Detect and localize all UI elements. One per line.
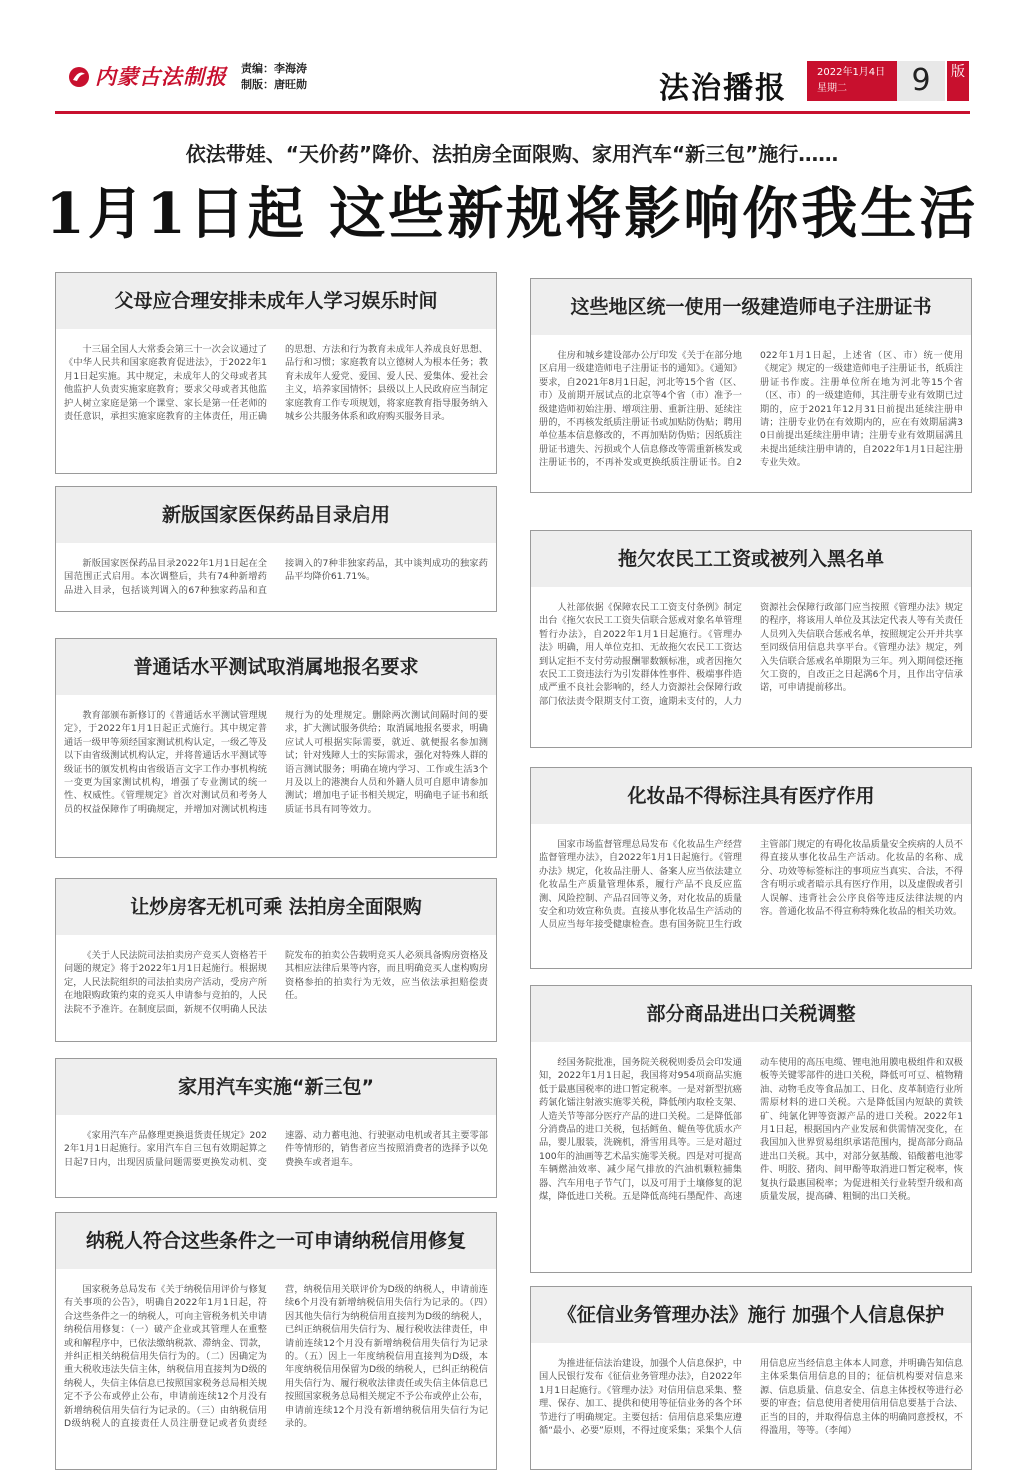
article-body: 教育部颁布新修订的《普通话水平测试管理规定》，于2022年1月1日起正式施行。其中规定普通话一级甲等须经国家测试机构认定，一级乙等及以下由省级测试机构认定，并将普通话水平测试等级证书的颁发机构由省级语言文字工作办事机构统一变更为国家测试机构，增强了专业测试的统一性、权威性。《管理规定》首次对测试员和考务人员的权益保障作了明确规定，并增加对测试机构违规行为的处理规定。删除两次测试间隔时间的要求，扩大测试服务供给；取消属地报名要求，明确应试人可根据实际需要，就近、就便报名参加测试；针对残障人士的实际需求，强化对特殊人群的语言测试服务；明确在境内学习、工作或生活3个月及以上的港澳台人员和外籍人员可自愿申请参加测试；增加电子证书相关规定，明确电子证书和纸质证书具有同等效力。 [64, 710, 488, 815]
article-body: 经国务院批准，国务院关税税则委员会印发通知，2022年1月1日起，我国将对954项商品实施低于最惠国税率的进口暂定税率。一是对新型抗癌药氯化镭注射液实施零关税，降低颅内取栓支架、人造关节等部分医疗产品的进口关税。二是降低部分消费品的进口关税，包括鳕鱼、鳀鱼等优质水产品，婴儿服装，洗碗机，滑雪用具等。三是对超过100年的油画等艺术品实施零关税。四是对可提高车辆燃油效率、减少尾气排放的汽油机颗粒捕集器、汽车用电子节气门，以及可用于土壤修复的泥煤，降低进口关税。五是降低高纯石墨配件、高速动车使用的高压电缆、锂电池用膜电极组件和双极板等关键零部件的进口关税，降低可可豆、植物精油、动物毛皮等食品加工、日化、皮革制造行业所需原材料的进口关税。六是降低国内短缺的黄铁矿、纯氯化钾等资源产品的进口关税。2022年1月1日起，根据国内产业发展和供需情况变化，在我国加入世界贸易组织承诺范围内，提高部分商品进出口关税。其中，对部分氨基酸、铅酸蓄电池零件、明胶、猪肉、间甲酚等取消进口暂定税率，恢复执行最惠国税率；为促进相关行业转型升级和高质量发展，提高磷、粗铜的出口关税。 [539, 1057, 963, 1203]
article-migrant-wages [530, 530, 972, 748]
header-rule [55, 111, 970, 114]
article-title: 普通话水平测试取消属地报名要求 [56, 639, 496, 695]
article-title: 部分商品进出口关税调整 [531, 986, 971, 1042]
newspaper-logo-icon [67, 65, 91, 89]
article-judicial-auction-housing [55, 878, 497, 1042]
article-title: 新版国家医保药品目录启用 [56, 487, 496, 543]
article-mandarin-test [55, 638, 497, 858]
article-family-education [55, 272, 497, 474]
article-title: 父母应合理安排未成年人学习娱乐时间 [56, 273, 496, 329]
headline-subtitle: 依法带娃、“天价药”降价、法拍房全面限购、家用汽车“新三包”施行…… [185, 142, 839, 166]
producer-credit: 制版：唐旺勋 [241, 78, 307, 91]
article-title: 纳税人符合这些条件之一可申请纳税信用修复 [56, 1213, 496, 1269]
article-body: 十三届全国人大常委会第三十一次会议通过了《中华人民共和国家庭教育促进法》，于2022年1月1日起实施。其中规定，未成年人的父母或者其他监护人负责实施家庭教育；要求父母或者其他监护人树立家庭是第一个课堂、家长是第一任老师的责任意识，承担实施家庭教育的主体责任，用正确的思想、方法和行为教育未成年人养成良好思想、品行和习惯；家庭教育以立德树人为根本任务；教育未成年人爱党、爱国、爱人民、爱集体、爱社会主义，培养家国情怀；县级以上人民政府应当制定家庭教育工作专项规划，将家庭教育指导服务纳入城乡公共服务体系和政府购买服务目录。 [64, 344, 488, 423]
article-constructor-certificate [530, 278, 972, 493]
article-title: 《征信业务管理办法》施行 加强个人信息保护 [531, 1287, 971, 1343]
article-title: 这些地区统一使用一级建造师电子注册证书 [531, 279, 971, 335]
article-credit-reporting [530, 1286, 972, 1470]
article-title: 让炒房客无机可乘 法拍房全面限购 [56, 879, 496, 935]
article-title: 家用汽车实施“新三包” [56, 1059, 496, 1115]
article-cosmetics [530, 767, 972, 969]
article-title: 拖欠农民工工资或被列入黑名单 [531, 531, 971, 587]
page-number: 9 [897, 61, 945, 101]
article-body: 国家市场监督管理总局发布《化妆品生产经营监督管理办法》，自2022年1月1日起施行。《管理办法》规定，化妆品注册人、备案人应当依法建立化妆品生产质量管理体系，履行产品不良反应监测、风险控制、产品召回等义务，对化妆品的质量安全和功效宣称负责。直接从事化妆品生产活动的人员应当每年接受健康检查。患有国务院卫生行政主管部门规定的有碍化妆品质量安全疾病的人员不得直接从事化妆品生产活动。化妆品的名称、成分、功效等标签标注的事项应当真实、合法，不得含有明示或者暗示具有医疗作用，以及虚假或者引人误解、违背社会公序良俗等违反法律法规的内容。普通化妆品不得宣称特殊化妆品的相关功效。 [539, 839, 963, 931]
article-body: 人社部依据《保障农民工工资支付条例》制定出台《拖欠农民工工资失信联合惩戒对象名单管理暂行办法》，自2022年1月1日起施行。《管理办法》明确，用人单位克扣、无故拖欠农民工工资达到认定拒不支付劳动报酬罪数额标准，或者因拖欠农民工工资违法行为引发群体性事件、极端事件造成严重不良社会影响的，经人力资源社会保障行政部门依法责令限期支付工资，逾期未支付的，人力资源社会保障行政部门应当按照《管理办法》规定的程序，将该用人单位及其法定代表人等有关责任人员列入失信联合惩戒名单，按照规定公开并共享至同级信用信息共享平台。《管理办法》规定，列入失信联合惩戒名单期限为三年。列入期间偿还拖欠工资的，自改正之日起满6个月，且作出守信承诺，可申请提前移出。 [539, 602, 963, 707]
newspaper-logo: 内蒙古法制报 [95, 64, 227, 89]
article-body: 住房和城乡建设部办公厅印发《关于在部分地区启用一级建造师电子注册证书的通知》。《通知》要求，自2021年8月1日起，河北等15个省（区、市）及前期开展试点的北京等4个省（市）准予一级建造师初始注册、增项注册、重新注册、延续注册的，不再核发纸质注册证书或加贴防伪贴；聘用单位基本信息修改的，不再加贴防伪贴；因纸质注册证书遗失、污损或个人信息修改等需重新核发或注册证书的，不再补发或更换纸质注册证书。自2022年1月1日起，上述省（区、市）统一使用《规定》规定的一级建造师电子注册证书，纸质注册证书作废。注册单位所在地为河北等15个省（区、市）的一级建造师，其注册专业有效期已过期的，应于2021年12月31日前提出延续注册申请；注册专业仍在有效期内的，应在有效期届满30日前提出延续注册申请；注册专业有效期届满且未提出延续注册申请的，自2022年1月1日起注册专业失效。 [539, 350, 963, 469]
article-body: 《关于人民法院司法拍卖房产竞买人资格若干问题的规定》将于2022年1月1日起施行。根据规定，人民法院组织的司法拍卖房产活动，受房产所在地限购政策约束的竞买人申请参与竞拍的，人民法院不予准许。在制度层面，新规不仅明确人民法院发布的拍卖公告载明竞买人必须具备购房资格及其相应法律后果等内容，而且明确竞买人虚构购房资格参拍的拍卖行为无效，应当依法承担赔偿责任。 [64, 950, 488, 1015]
issue-date-box [807, 61, 897, 101]
article-medical-insurance-drugs [55, 486, 497, 612]
article-body: 新版国家医保药品目录2022年1月1日起在全国范围正式启用。本次调整后，共有74种新增药品进入目录，包括谈判调入的67种独家药品和直接调入的7种非独家药品，其中谈判成功的独家药品平均降价61.71%。 [64, 558, 488, 596]
page-label: 版 [947, 61, 969, 101]
section-name: 法治播报 [659, 71, 787, 106]
credits [241, 61, 307, 93]
article-tariff-adjustment [530, 985, 972, 1273]
article-body: 国家税务总局发布《关于纳税信用评价与修复有关事项的公告》，明确自2022年1月1日起，符合这些条件之一的纳税人，可向主管税务机关申请纳税信用修复：（一）破产企业或其管理人在重整或和解程序中，已依法缴纳税款、滞纳金、罚款，并纠正相关纳税信用失信行为的。（二）因确定为重大税收违法失信主体，纳税信用直接判为D级的纳税人，失信主体信息已按照国家税务总局相关规定不予公布或停止公布，申请前连续12个月没有新增纳税信用失信行为记录的。（三）由纳税信用D级纳税人的直接责任人员注册登记或者负责经营，纳税信用关联评价为D级的纳税人，申请前连续6个月没有新增纳税信用失信行为记录的。（四）因其他失信行为纳税信用直接判为D级的纳税人，已纠正纳税信用失信行为、履行税收法律责任，申请前连续12个月没有新增纳税信用失信行为记录的。（五）因上一年度纳税信用直接判为D级，本年度纳税信用保留为D级的纳税人，已纠正纳税信用失信行为、履行税收法律责任或失信主体信息已按照国家税务总局相关规定不予公布或停止公布，申请前连续12个月没有新增纳税信用失信行为记录的。 [64, 1284, 488, 1430]
editor-credit: 责编：李海涛 [241, 62, 307, 75]
article-car-warranty [55, 1058, 497, 1198]
headline-title: 1月1日起 这些新规将影响你我生活 [45, 181, 979, 247]
article-tax-credit-repair [55, 1212, 497, 1470]
article-body: 《家用汽车产品修理更换退货责任规定》2022年1月1日起施行。家用汽车自三包有效期起算之日起7日内，出现因质量问题需要更换发动机、变速器、动力蓄电池、行驶驱动电机或者其主要零部件等情形的，销售者应当按照消费者的选择予以免费换车或者退车。 [64, 1130, 488, 1168]
issue-date: 2022年1月4日 [817, 67, 886, 78]
article-body: 为推进征信法治建设，加强个人信息保护，中国人民银行发布《征信业务管理办法》，自2022年1月1日起施行。《管理办法》对信用信息采集、整理、保存、加工、提供和使用等征信业务的各个环节进行了明确规定。主要包括：信用信息采集应遵循“最小、必要”原则，不得过度采集；采集个人信用信息应当经信息主体本人同意，并明确告知信息主体采集信用信息的目的；征信机构要对信息来源、信息质量、信息安全、信息主体授权等进行必要的审查；信息使用者使用信用信息要基于合法、正当的目的，并取得信息主体的明确同意授权，不得滥用，等等。（李闻） [539, 1358, 963, 1437]
article-title: 化妆品不得标注具有医疗作用 [531, 768, 971, 824]
issue-weekday: 星期二 [817, 83, 847, 94]
masthead [55, 55, 970, 111]
